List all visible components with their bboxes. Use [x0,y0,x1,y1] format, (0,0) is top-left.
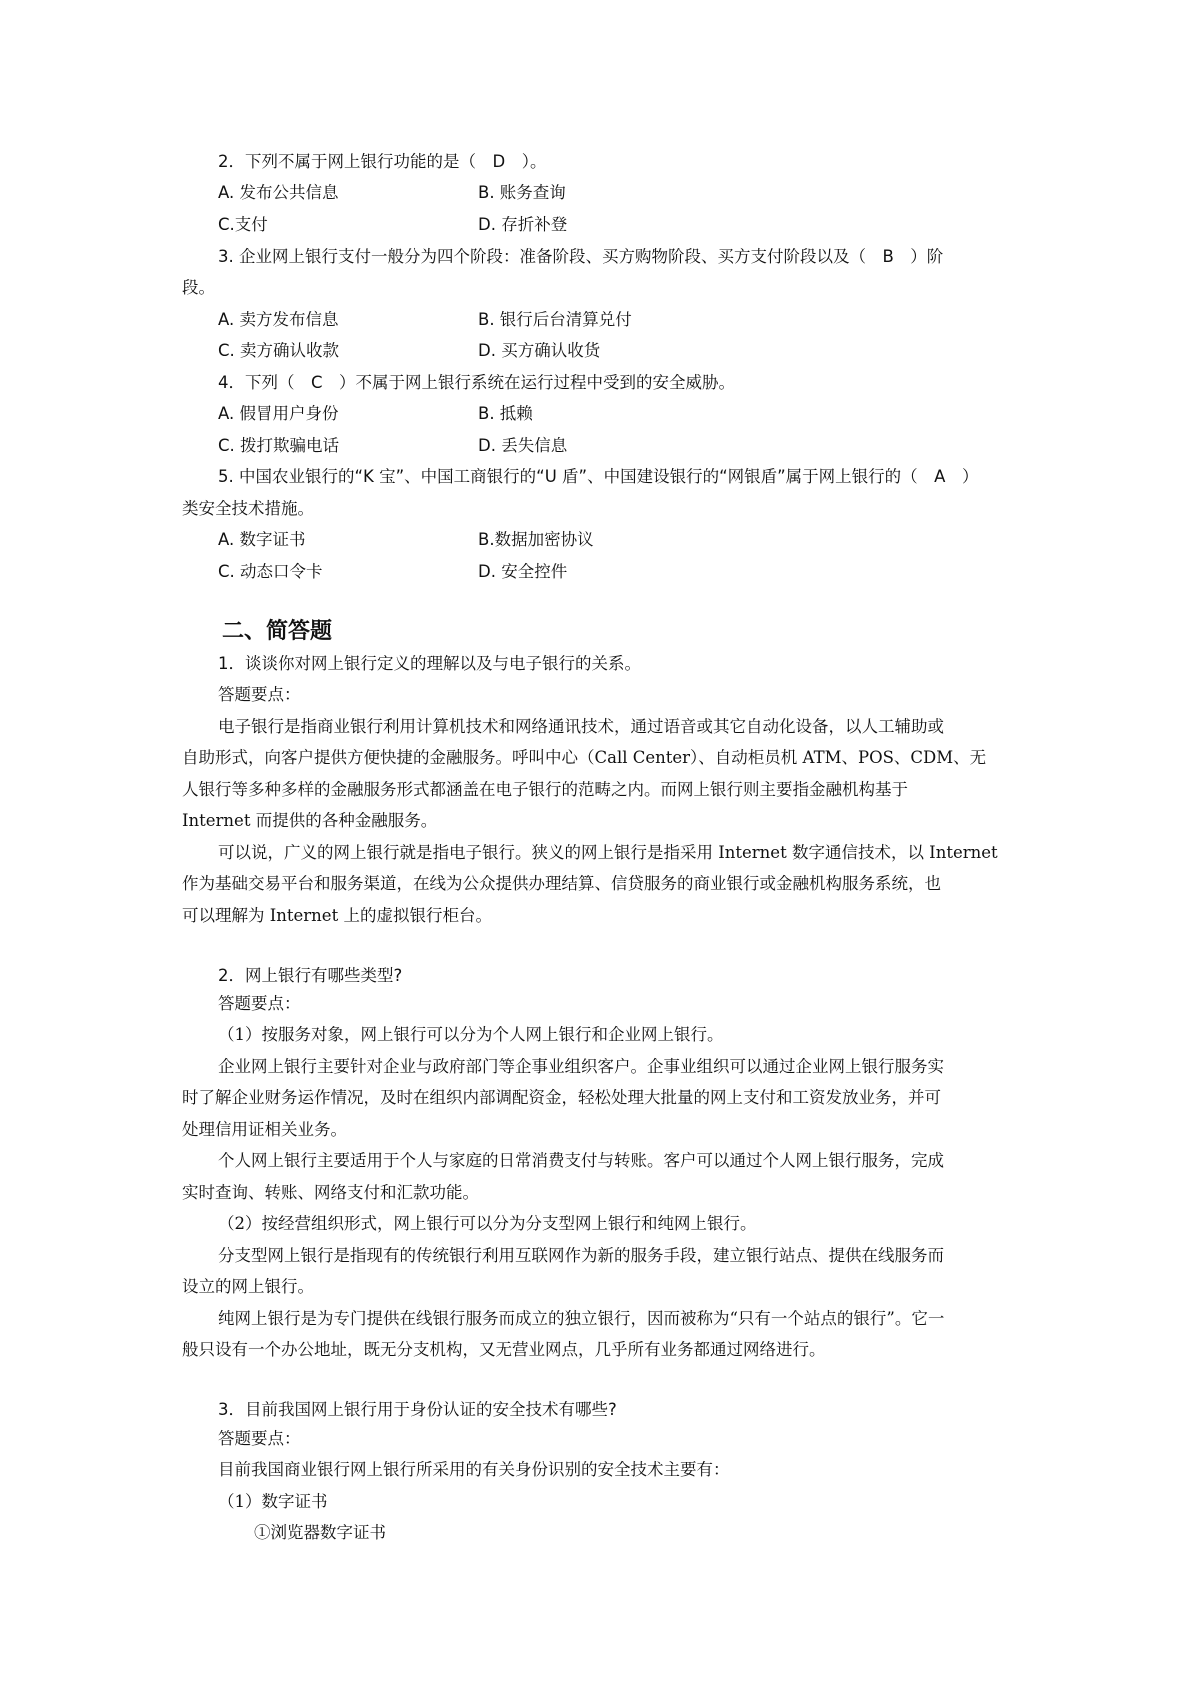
option-c: C.支付 [218,215,268,234]
question-3-stem-continued: 段。 [182,278,215,297]
question-5-stem-continued: 类安全技术措施。 [182,499,314,518]
subheading: （1）数字证书 [218,1492,328,1511]
option-a: A. 假冒用户身份 [218,404,339,423]
answer-points-label: 答题要点： [218,994,301,1013]
option-c: C. 卖方确认收款 [218,341,340,360]
subheading: （2）按经营组织形式，网上银行可以分为分支型网上银行和纯网上银行。 [218,1214,757,1233]
paragraph-line: 作为基础交易平台和服务渠道，在线为公众提供办理结算、信贷服务的商业银行或金融机构服务系统，也 [182,874,941,893]
short-answer-1-question: 1．谈谈你对网上银行定义的理解以及与电子银行的关系。 [218,654,641,673]
short-answer-3-question: 3．目前我国网上银行用于身份认证的安全技术有哪些? [218,1400,617,1419]
paragraph-line: 人银行等多种多样的金融服务形式都涵盖在电子银行的范畴之内。而网上银行则主要指金融机构基于 [182,780,908,799]
option-b: B. 银行后台清算兑付 [478,310,632,329]
short-answer-2-question: 2．网上银行有哪些类型? [218,966,403,985]
paragraph-line: 可以理解为 Internet 上的虚拟银行柜台。 [182,906,492,925]
paragraph-line: 设立的网上银行。 [182,1277,314,1296]
paragraph-line: 电子银行是指商业银行利用计算机技术和网络通讯技术，通过语音或其它自动化设备，以人工辅助或 [218,717,944,736]
paragraph-line: 个人网上银行主要适用于个人与家庭的日常消费支付与转账。客户可以通过个人网上银行服务，完成 [218,1151,944,1170]
paragraph-line: 企业网上银行主要针对企业与政府部门等企事业组织客户。企事业组织可以通过企业网上银行服务实 [218,1057,944,1076]
option-a: A. 卖方发布信息 [218,310,339,329]
paragraph-line: 般只设有一个办公地址，既无分支机构，又无营业网点，几乎所有业务都通过网络进行。 [182,1340,826,1359]
answer-points-label: 答题要点： [218,685,301,704]
paragraph-line: 实时查询、转账、网络支付和汇款功能。 [182,1183,479,1202]
question-5-stem: 5. 中国农业银行的“K 宝”、中国工商银行的“U 盾”、中国建设银行的“网银盾”属于网上银行的（ A ） [218,467,979,486]
option-a: A. 数字证书 [218,530,306,549]
paragraph-line: 可以说，广义的网上银行就是指电子银行。狭义的网上银行是指采用 Internet 数字通信技术，以 Internet [218,843,998,862]
question-3-stem: 3. 企业网上银行支付一般分为四个阶段：准备阶段、买方购物阶段、买方支付阶段以及（ B ）阶 [218,247,944,266]
paragraph-line: 时了解企业财务运作情况，及时在组织内部调配资金，轻松处理大批量的网上支付和工资发放业务，并可 [182,1088,941,1107]
option-d: D. 存折补登 [478,215,568,234]
section-title: 二、简答题 [222,619,333,644]
paragraph-line: Internet 而提供的各种金融服务。 [182,811,438,830]
option-c: C. 动态口令卡 [218,562,323,581]
paragraph-line: 自助形式，向客户提供方便快捷的金融服务。呼叫中心（Call Center）、自动柜员机 ATM、POS、CDM、无 [182,748,987,767]
option-d: D. 安全控件 [478,562,568,581]
paragraph-line: 纯网上银行是为专门提供在线银行服务而成立的独立银行，因而被称为“只有一个站点的银行”。它一 [218,1309,945,1328]
option-b: B. 抵赖 [478,404,533,423]
option-b: B. 账务查询 [478,183,566,202]
paragraph-line: 分支型网上银行是指现有的传统银行利用互联网作为新的服务手段，建立银行站点、提供在线服务而 [218,1246,944,1265]
paragraph-line: 目前我国商业银行网上银行所采用的有关身份识别的安全技术主要有： [218,1460,730,1479]
option-d: D. 买方确认收货 [478,341,601,360]
sub-item: ①浏览器数字证书 [254,1523,386,1542]
question-2-stem: 2．下列不属于网上银行功能的是（ D ）。 [218,152,547,171]
question-4-stem: 4．下列（ C ）不属于网上银行系统在运行过程中受到的安全威胁。 [218,373,736,392]
option-a: A. 发布公共信息 [218,183,339,202]
subheading: （1）按服务对象，网上银行可以分为个人网上银行和企业网上银行。 [218,1025,724,1044]
option-d: D. 丢失信息 [478,436,568,455]
option-c: C. 拨打欺骗电话 [218,436,340,455]
paragraph-line: 处理信用证相关业务。 [182,1120,347,1139]
answer-points-label: 答题要点： [218,1429,301,1448]
option-b: B.数据加密协议 [478,530,594,549]
